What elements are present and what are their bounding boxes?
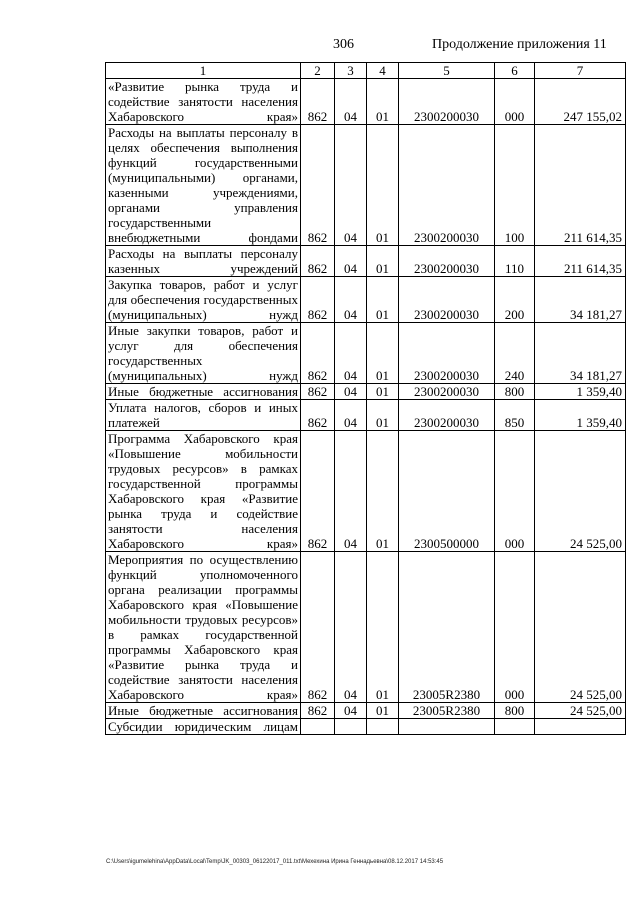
row-cell-c3 <box>335 719 367 735</box>
row-description: Программа Хабаровского края «Повышение мобильности трудовых ресурсов» в рамках государственной программы Хабаровского края «Развитие рынка труда и содействие занятости населения Хабаровского края» <box>106 431 301 552</box>
header-col-3: 3 <box>335 63 367 79</box>
table-row <box>106 125 626 246</box>
row-description: Субсидии юридическим лицам <box>106 719 301 735</box>
row-cell-c5: 2300200030 <box>399 79 495 125</box>
row-cell-c2: 862 <box>301 400 335 431</box>
row-cell-c6: 200 <box>495 277 535 323</box>
row-cell-c2: 862 <box>301 552 335 703</box>
row-cell-c4 <box>367 719 399 735</box>
row-description: Мероприятия по осуществлению функций уполномоченного органа реализации программы Хабаровского края «Повышение мобильности трудовых ресурсов» в рамках государственной программы Хабаровского края «Развитие рынка труда и содействие занятости населения Хабаровского края» <box>106 552 301 703</box>
row-cell-c6: 000 <box>495 431 535 552</box>
row-cell-c3: 04 <box>335 323 367 384</box>
row-cell-c7: 211 614,35 <box>535 125 626 246</box>
row-description: Уплата налогов, сборов и иных платежей <box>106 400 301 431</box>
row-cell-c4: 01 <box>367 277 399 323</box>
header-col-4: 4 <box>367 63 399 79</box>
table-row <box>106 552 626 703</box>
header-col-6: 6 <box>495 63 535 79</box>
row-cell-c2: 862 <box>301 431 335 552</box>
page-number: 306 <box>333 37 354 52</box>
row-cell-c5: 2300200030 <box>399 384 495 400</box>
table-row <box>106 79 626 125</box>
row-cell-c7: 211 614,35 <box>535 246 626 277</box>
row-cell-c7 <box>535 719 626 735</box>
row-cell-c7: 1 359,40 <box>535 400 626 431</box>
table-row <box>106 246 626 277</box>
row-cell-c4: 01 <box>367 400 399 431</box>
row-description: Иные бюджетные ассигнования <box>106 384 301 400</box>
row-cell-c4: 01 <box>367 384 399 400</box>
row-cell-c5: 2300200030 <box>399 277 495 323</box>
row-cell-c6: 800 <box>495 384 535 400</box>
budget-table <box>105 62 626 735</box>
row-cell-c2 <box>301 719 335 735</box>
row-cell-c6: 100 <box>495 125 535 246</box>
row-cell-c3: 04 <box>335 400 367 431</box>
row-description: Расходы на выплаты персоналу казенных учреждений <box>106 246 301 277</box>
table-row <box>106 323 626 384</box>
row-cell-c7: 24 525,00 <box>535 431 626 552</box>
row-cell-c6: 000 <box>495 79 535 125</box>
header-col-5: 5 <box>399 63 495 79</box>
row-cell-c6: 850 <box>495 400 535 431</box>
row-description: Иные бюджетные ассигнования <box>106 703 301 719</box>
row-description: Закупка товаров, работ и услуг для обеспечения государственных (муниципальных) нужд <box>106 277 301 323</box>
table-header-row <box>106 63 626 79</box>
row-cell-c3: 04 <box>335 125 367 246</box>
row-cell-c6 <box>495 719 535 735</box>
row-cell-c2: 862 <box>301 246 335 277</box>
file-path-footer: C:\Users\igumelehina\AppData\Local\Temp\JK_00303_06122017_011.txt\Мехехина Ирина Геннадьевна\08.12.2017 14:53:45 <box>106 859 444 865</box>
row-cell-c7: 24 525,00 <box>535 552 626 703</box>
row-cell-c2: 862 <box>301 125 335 246</box>
row-cell-c5: 2300200030 <box>399 323 495 384</box>
table-row <box>106 277 626 323</box>
table-row <box>106 703 626 719</box>
row-cell-c4: 01 <box>367 703 399 719</box>
row-cell-c3: 04 <box>335 703 367 719</box>
row-cell-c5 <box>399 719 495 735</box>
row-cell-c2: 862 <box>301 384 335 400</box>
row-cell-c5: 2300200030 <box>399 400 495 431</box>
row-cell-c5: 2300200030 <box>399 246 495 277</box>
row-cell-c7: 34 181,27 <box>535 277 626 323</box>
table-row <box>106 400 626 431</box>
header-col-1: 1 <box>106 63 301 79</box>
row-cell-c6: 800 <box>495 703 535 719</box>
row-cell-c3: 04 <box>335 384 367 400</box>
row-cell-c4: 01 <box>367 246 399 277</box>
row-description: «Развитие рынка труда и содействие занятости населения Хабаровского края» <box>106 79 301 125</box>
table-row <box>106 384 626 400</box>
row-cell-c4: 01 <box>367 323 399 384</box>
row-cell-c4: 01 <box>367 79 399 125</box>
row-cell-c5: 23005R2380 <box>399 703 495 719</box>
row-cell-c4: 01 <box>367 552 399 703</box>
row-cell-c3: 04 <box>335 552 367 703</box>
header-col-2: 2 <box>301 63 335 79</box>
row-cell-c5: 23005R2380 <box>399 552 495 703</box>
row-description: Расходы на выплаты персоналу в целях обеспечения выполнения функций государственными (муниципальными) органами, казенными учреждениями, органами управления государственными внебюджетными фондами <box>106 125 301 246</box>
row-description: Иные закупки товаров, работ и услуг для обеспечения государственных (муниципальных) нужд <box>106 323 301 384</box>
row-cell-c6: 240 <box>495 323 535 384</box>
table-row <box>106 719 626 735</box>
row-cell-c7: 1 359,40 <box>535 384 626 400</box>
row-cell-c7: 247 155,02 <box>535 79 626 125</box>
row-cell-c7: 24 525,00 <box>535 703 626 719</box>
row-cell-c3: 04 <box>335 431 367 552</box>
row-cell-c2: 862 <box>301 277 335 323</box>
table-row <box>106 431 626 552</box>
row-cell-c6: 000 <box>495 552 535 703</box>
row-cell-c3: 04 <box>335 79 367 125</box>
row-cell-c2: 862 <box>301 323 335 384</box>
row-cell-c4: 01 <box>367 125 399 246</box>
row-cell-c6: 110 <box>495 246 535 277</box>
table-body <box>106 63 626 735</box>
continuation-label: Продолжение приложения 11 <box>432 37 607 52</box>
row-cell-c3: 04 <box>335 277 367 323</box>
header-col-7: 7 <box>535 63 626 79</box>
row-cell-c7: 34 181,27 <box>535 323 626 384</box>
row-cell-c2: 862 <box>301 703 335 719</box>
row-cell-c3: 04 <box>335 246 367 277</box>
row-cell-c5: 2300200030 <box>399 125 495 246</box>
row-cell-c5: 2300500000 <box>399 431 495 552</box>
row-cell-c4: 01 <box>367 431 399 552</box>
row-cell-c2: 862 <box>301 79 335 125</box>
